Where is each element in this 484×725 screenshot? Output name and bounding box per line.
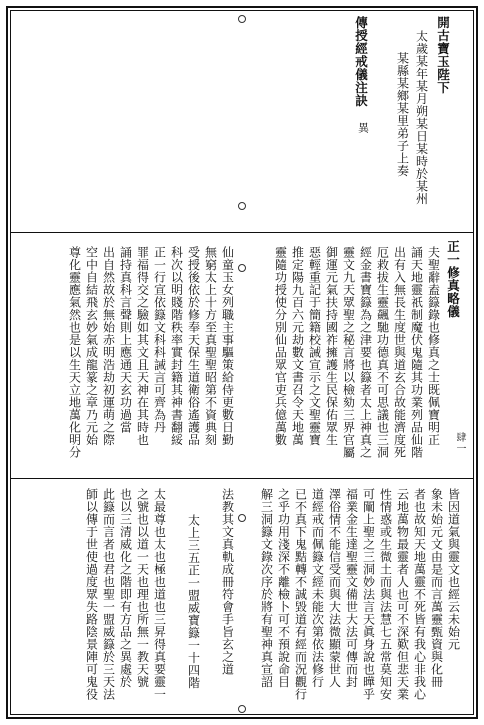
bottom-column-17: 也以三清威化之階即有方品之異處於 [118, 488, 133, 688]
bottom-column-11: 之乎功用淺深不離檢卜可不預說命目 [276, 488, 291, 688]
bottom-column-10: 已不真下鬼黠轉不誠毀道有經而況觀行 [293, 488, 308, 701]
header-column-4: 傳授經戒儀注訣 [353, 16, 369, 107]
bottom-column-14: 太上三五正一盟威寶籙一十四階 [186, 514, 201, 689]
binding-hole-1 [238, 15, 246, 23]
middle-column-10: 靈隨功授使分別仙品眾官吏兵億萬數 [273, 246, 288, 446]
middle-column-5: 經金書寶籙為之津要也籙者太上神真之 [358, 246, 373, 459]
middle-column-9: 推定陽九百六元劫數文書召令天地萬 [290, 246, 305, 446]
bottom-column-6: 可闡上聖之三洞妙法言天眞身說也曄乎 [361, 488, 376, 701]
binding-hole-2 [238, 202, 246, 210]
middle-column-14: 科次以明賤階秩率實封籍其神書翻綏 [169, 246, 184, 446]
page-marker: 肆一 [454, 432, 465, 454]
middle-column-2: 誦天地靈祇制魔伏鬼隨其功業列品仙階 [409, 246, 424, 459]
bottom-column-1: 皆因道氣與靈文也經云未始元 [446, 488, 461, 651]
middle-column-19: 空中自結飛玄妙氣成龍篆之章乃元始 [84, 246, 99, 446]
middle-column-6: 靈文九天眾聖之秘言將以檢劾三界官屬 [341, 246, 356, 459]
bottom-column-7: 福業金生達聖靈文備世大法可傳而封 [344, 488, 359, 688]
middle-column-11: 仙童玉女列職主事驅策給侍更數日勤 [220, 246, 235, 446]
bottom-column-15: 太最尊也太也極也道也三昇得真要靈一 [152, 488, 167, 701]
header-column-3: 某縣某鄉某里弟子上奏 [395, 52, 410, 177]
bottom-column-8: 澤俗情不能信受而與大法微顯蒙世人 [327, 488, 342, 688]
bottom-column-16: 之號也以道一天也理也所無一教天號 [135, 488, 150, 688]
binding-hole-3 [238, 264, 246, 272]
middle-column-17: 誦持真科言聲則上應通天玄功過當 [118, 246, 133, 434]
bottom-column-12: 解三洞籙文錄次序於將有聖神真宣詔 [259, 488, 274, 688]
binding-hole-4 [238, 514, 246, 522]
middle-column-12: 無窮太上十方至真聖聖昭第不資典刻 [203, 246, 218, 446]
section-divider-bottom [10, 478, 474, 479]
header-column-2: 太歲某年某月朔某日某時於某州 [414, 30, 429, 205]
middle-column-1: 夫聖辭盍籙錄也修真之士既佩寶明正 [426, 246, 441, 446]
bottom-column-5: 性情惑或生微土而與法慧七五常莫知安 [378, 488, 393, 701]
header-column-1: 開古寶玉陛下 [435, 16, 451, 94]
middle-column-3: 出有入無長生度世與道玄合故能濟度死 [392, 246, 407, 459]
bottom-column-2: 象未始元文由是而言萬靈甄資與化冊 [429, 488, 444, 688]
bottom-column-19: 師以傳于世使過度眾失路陰景陣可鬼役 [84, 488, 99, 701]
middle-column-16: 罪福得交之驗如其文且天神在其時也 [135, 246, 150, 446]
middle-column-7: 御運元氣扶持國祚擁護生民保佑眾生 [324, 246, 339, 446]
middle-column-4: 厄救拔生靈飆馳功德真不可思議也三洞 [375, 246, 390, 459]
binding-hole-5 [238, 705, 246, 713]
middle-column-20: 尊化靈應氣然也是以生天立地萬化明分 [67, 246, 82, 459]
header-column-4-note: 異 [356, 122, 370, 134]
middle-column-8: 惡輕重記于簡籍校誡宣示之文聖靈寶 [307, 246, 322, 446]
bottom-column-3: 者也故知天地萬靈不死皆有我心非我心 [412, 488, 427, 701]
section-divider-top [10, 232, 474, 233]
bottom-column-13: 法教其文真軌成冊符會手旨玄之道 [220, 488, 235, 676]
middle-column-13: 受授後依於修奉天保生道衛俗遙護品 [186, 246, 201, 446]
middle-column-15: 正一行宣依籙文科科誡言可齊為丹 [152, 246, 167, 434]
bottom-column-18: 此籙而言者也君也聖一盟威籙於三天法 [101, 488, 116, 701]
section-title: 正一修真略儀 [445, 240, 461, 318]
bottom-column-9: 道經戒而佩籙文經未能次第依法修行 [310, 488, 325, 688]
bottom-column-4: 云地萬物最靈者人也可不深歎但悲天業 [395, 488, 410, 701]
middle-column-18: 出自然故於無始赤明浩劫初運萌之際 [101, 246, 116, 446]
